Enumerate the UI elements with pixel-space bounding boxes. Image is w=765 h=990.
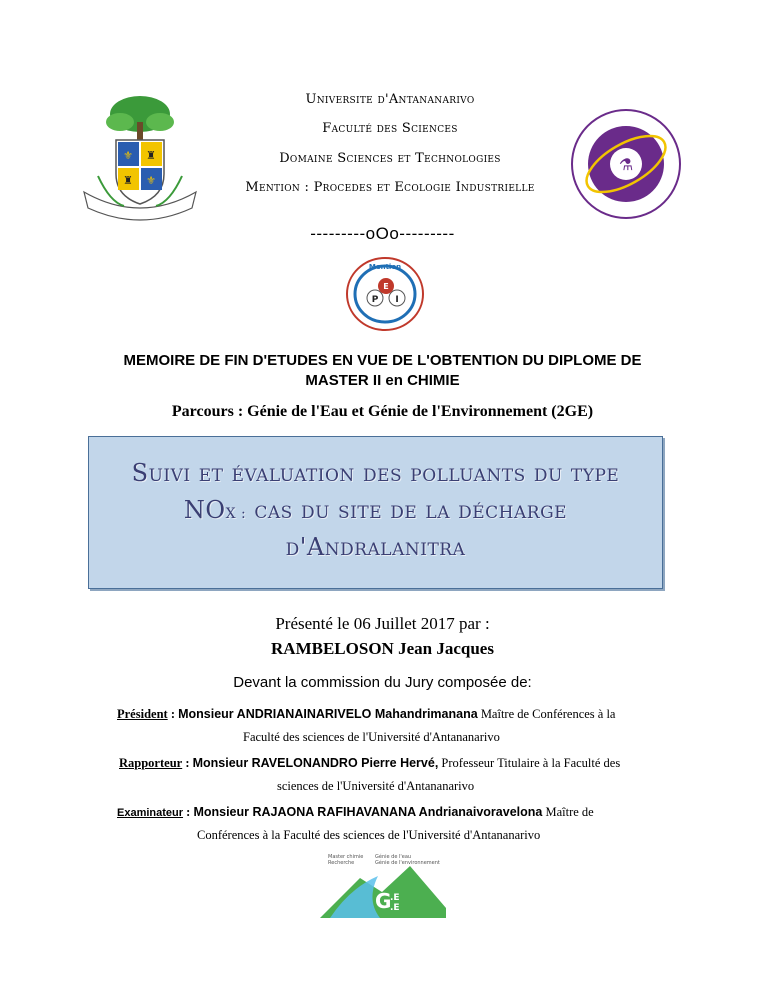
svg-text:Recherche: Recherche [328, 860, 355, 866]
jury-name: Monsieur RAJAONA RAFIHAVANANA Andrianaivoravelona [193, 805, 543, 819]
svg-text:♜: ♜ [123, 174, 133, 187]
svg-text:Master chimie: Master chimie [328, 854, 364, 860]
thesis-title-nox-subscript: X : [225, 506, 247, 522]
jury-intro: Devant la commission du Jury composée de: [233, 674, 532, 691]
svg-text:I: I [395, 295, 399, 305]
parcours: Parcours : Génie de l'Eau et Génie de l'Environnement (2GE) [171, 403, 594, 420]
jury-title: Maître de [545, 805, 594, 819]
jury-role: Rapporteur [119, 756, 183, 770]
jury-title: Professeur Titulaire à la Faculté des [441, 756, 621, 770]
jury-title-continued: Conférences à la Faculté des sciences de l'Université d'Antananarivo [197, 828, 541, 842]
svg-text:Génie de l'environnement: Génie de l'environnement [375, 860, 440, 866]
svg-text:⚜: ⚜ [146, 174, 156, 187]
mention-pei-logo [345, 256, 425, 332]
jury-name: Monsieur ANDRIANAINARIVELO Mahandrimanana [178, 707, 478, 721]
svg-text:Génie de l'eau: Génie de l'eau [375, 854, 412, 860]
university-name: Universite d'Antananarivo [305, 92, 475, 107]
thesis-title-line-2 [89, 492, 662, 533]
jury-member-rapporteur-cont [277, 775, 677, 797]
svg-text:G: G [375, 889, 392, 913]
jury-title: Maître de Conférences à la [480, 707, 616, 721]
jury-title-continued: Faculté des sciences de l'Université d'Antananarivo [243, 730, 500, 744]
jury-member-rapporteur: Rapporteur : Monsieur RAVELONANDRO Pierre Hervé, Professeur Titulaire à la Faculté des [119, 756, 621, 770]
svg-text:E: E [383, 282, 389, 291]
author-name: RAMBELOSON Jean Jacques [271, 639, 494, 658]
jury-name: Monsieur RAVELONANDRO Pierre Hervé, [192, 756, 439, 770]
jury-role: Examinateur [117, 807, 184, 819]
svg-text:.E: .E [390, 903, 400, 913]
separator-ornament: ---------oOo--------- [310, 224, 455, 243]
svg-text:.E: .E [390, 893, 400, 903]
svg-text:⚗: ⚗ [618, 155, 634, 174]
thesis-title-line-3: d'Andralanitra [285, 533, 466, 561]
master-genie-eau-environnement-logo [320, 848, 446, 918]
domain-name: Domaine Sciences et Technologies [279, 151, 501, 166]
faculty-name: Faculté des Sciences [322, 121, 458, 136]
jury-title-continued: sciences de l'Université d'Antananarivo [277, 779, 475, 793]
svg-text:P: P [371, 295, 379, 305]
thesis-title-nox-prefix: NO [183, 496, 226, 524]
jury-role: Président [117, 707, 168, 721]
memoire-line-2: MASTER II en CHIMIE [305, 372, 460, 389]
jury-member-examinateur-cont [197, 824, 687, 846]
memoire-line-1: MEMOIRE DE FIN D'ETUDES EN VUE DE L'OBTENTION DU DIPLOME DE [123, 352, 642, 369]
jury-member-examinateur: Examinateur : Monsieur RAJAONA RAFIHAVANANA Andrianaivoravelona Maître de [117, 805, 594, 819]
thesis-title-line-2-rest: cas du site de la décharge [246, 496, 568, 524]
svg-text:♜: ♜ [146, 149, 156, 162]
svg-text:⚜: ⚜ [123, 149, 133, 162]
svg-text:Mention: Mention [368, 263, 402, 271]
faculty-of-sciences-logo [570, 108, 682, 220]
mention-name: Mention : Procedes et Ecologie Industrielle [245, 180, 535, 195]
thesis-title-box [88, 436, 663, 589]
presentation-date: Présenté le 06 Juillet 2017 par : [275, 614, 490, 633]
jury-member-president-cont [243, 726, 683, 748]
jury-member-president: Président : Monsieur ANDRIANAINARIVELO Mahandrimanana Maître de Conférences à la [117, 707, 616, 721]
university-coat-of-arms-logo [80, 92, 200, 224]
thesis-title-line-1: Suivi et évaluation des polluants du type [131, 459, 620, 487]
